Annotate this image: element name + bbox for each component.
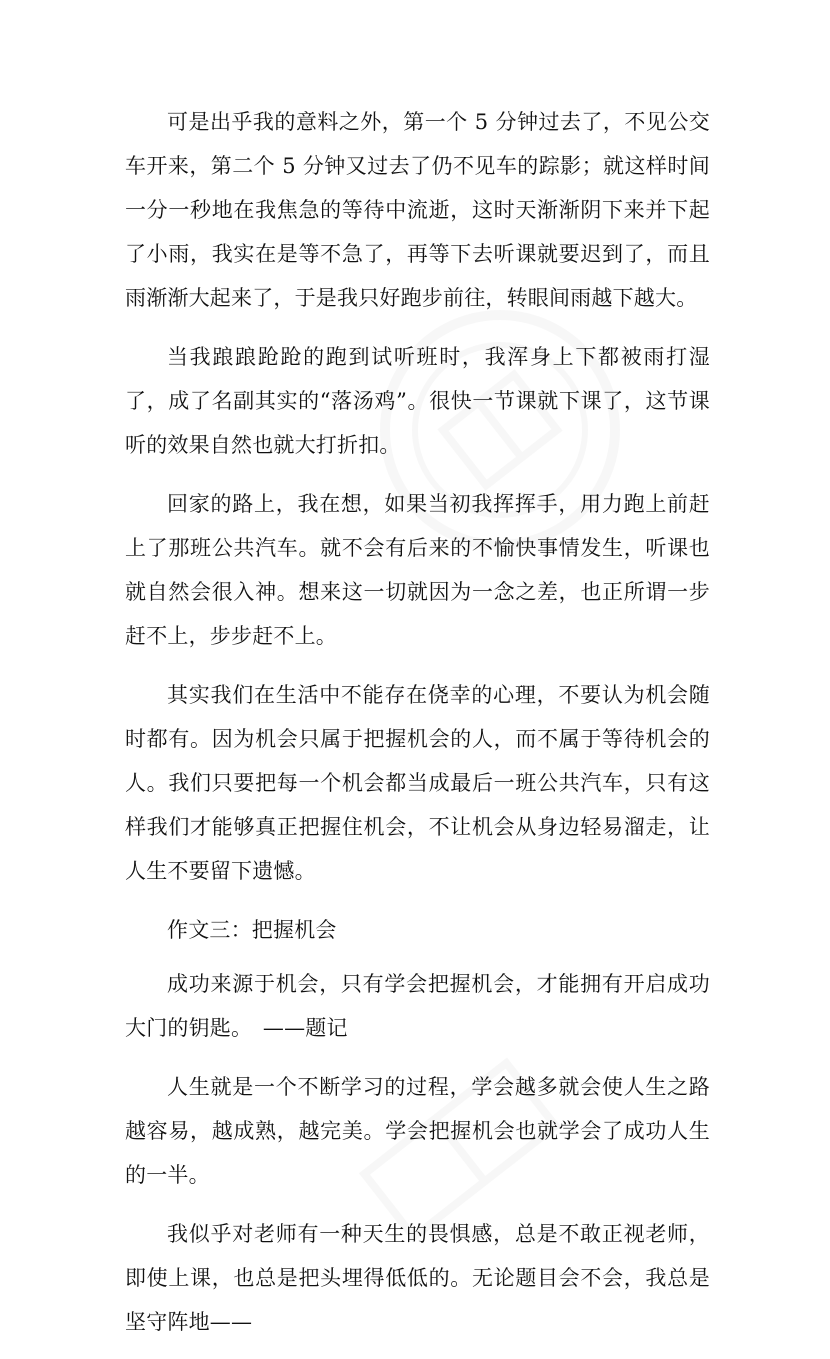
essay-title: 作文三：把握机会 [167, 918, 337, 942]
document-body [125, 100, 710, 1359]
paragraph-reflection-home: 回家的路上，我在想，如果当初我挥挥手，用力跑上前赶上了那班公共汽车。就不会有后来的不愉快事情发生，听课也就自然会很入神。想来这一切就因为一念之差，也正所谓一步赶不上，步步赶不上。 [125, 492, 710, 648]
paragraph-lesson-learned: 其实我们在生活中不能存在侥幸的心理，不要认为机会随时都有。因为机会只属于把握机会的人，而不属于等待机会的人。我们只要把每一个机会都当成最后一班公共汽车，只有这样我们才能够真正把握住机会，不让机会从身边轻易溜走，让人生不要留下遗憾。 [125, 683, 710, 883]
paragraph-epigraph: 成功来源于机会，只有学会把握机会，才能拥有开启成功大门的钥匙。 ——题记 [125, 972, 710, 1040]
paragraph-fear-teacher: 我似乎对老师有一种天生的畏惧感，总是不敢正视老师，即使上课，也总是把头埋得低低的。无论题目会不会，我总是坚守阵地—— [125, 1222, 710, 1334]
paragraph-arrive-class: 当我踉踉跄跄的跑到试听班时，我浑身上下都被雨打湿了，成了名副其实的“落汤鸡”。很快一节课就下课了，这节课听的效果自然也就大打折扣。 [125, 345, 710, 457]
paragraph-waiting-bus: 可是出乎我的意料之外，第一个 5 分钟过去了，不见公交车开来，第二个 5 分钟又过去了仍不见车的踪影；就这样时间一分一秒地在我焦急的等待中流逝，这时天渐渐阴下来并下起了小雨，我实在是等不急了，再等下去听课就要迟到了，而且雨渐渐大起来了，于是我只好跑步前往，转眼间雨越下越大。 [125, 110, 710, 310]
paragraph-life-learning: 人生就是一个不断学习的过程，学会越多就会使人生之路越容易，越成熟，越完美。学会把握机会也就学会了成功人生的一半。 [125, 1075, 710, 1187]
